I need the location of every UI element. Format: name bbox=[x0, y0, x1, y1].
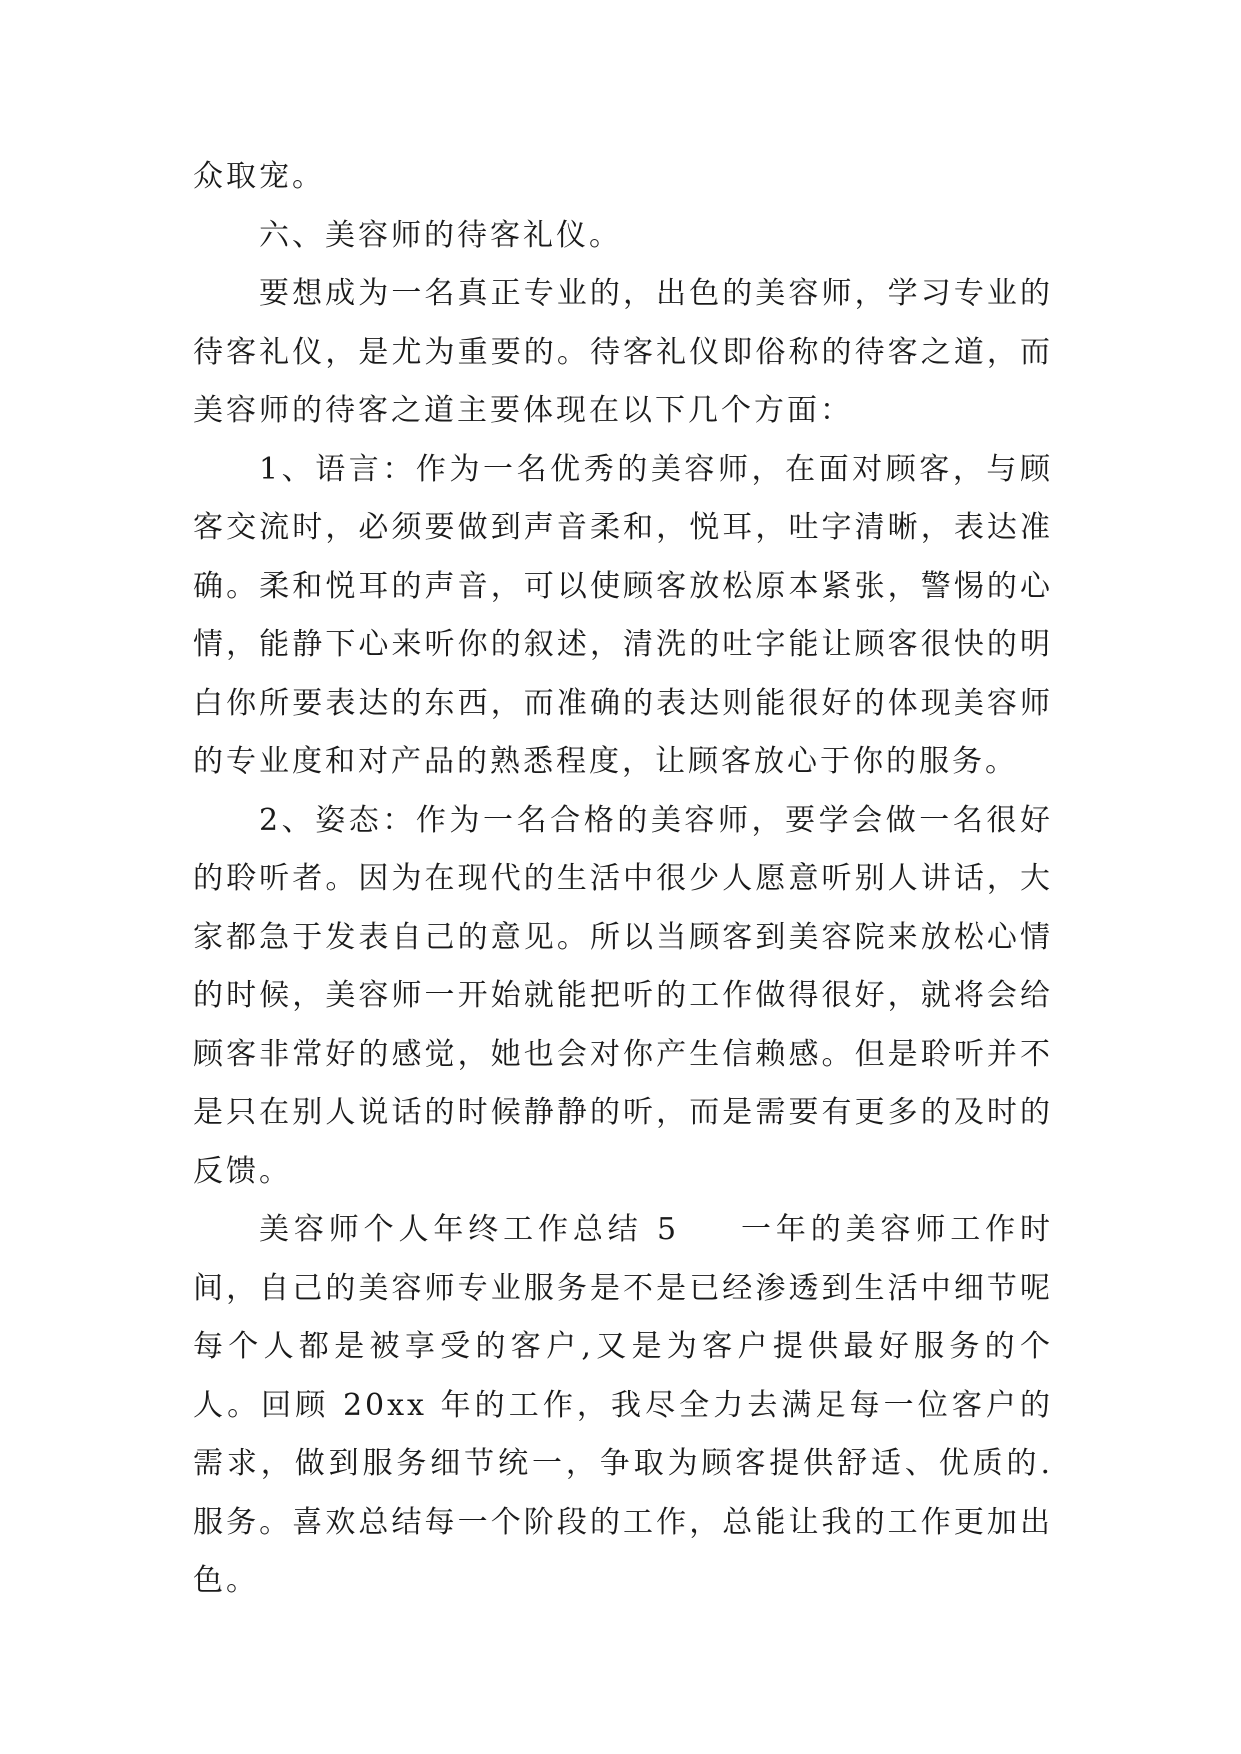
paragraph-posture: 2、姿态：作为一名合格的美容师，要学会做一名很好的聆听者。因为在现代的生活中很少人愿意听别人讲话，大家都急于发表自己的意见。所以当顾客到美容院来放松心情的时候，美容师一开始就能把听的工作做得很好，就将会给顾客非常好的感觉，她也会对你产生信赖感。但是聆听并不是只在别人说话的时候静静的听，而是需要有更多的及时的反馈。 bbox=[193, 802, 1053, 1189]
summary-5-body: 一年的美容师工作时间，自己的美容师专业服务是不是已经渗透到生活中细节呢每个人都是被享受的客户,又是为客户提供最好服务的个人。回顾 20xx 年的工作，我尽全力去满足每一位客户的需求，做到服务细节统一，争取为顾客提供舒适、优质的.服务。喜欢总结每一个阶段的工作，总能让我的工作更加出色。 bbox=[193, 1212, 1053, 1598]
paragraph-continuation: 众取宠。 bbox=[193, 159, 325, 194]
paragraph-language: 1、语言：作为一名优秀的美容师，在面对顾客，与顾客交流时，必须要做到声音柔和，悦耳，吐字清晰，表达准确。柔和悦耳的声音，可以使顾客放松原本紧张，警惕的心情，能静下心来听你的叙述，清洗的吐字能让顾客很快的明白你所要表达的东西，而准确的表达则能很好的体现美容师的专业度和对产品的熟悉程度，让顾客放心于你的服务。 bbox=[193, 451, 1053, 779]
paragraph-etiquette-intro: 要想成为一名真正专业的，出色的美容师，学习专业的待客礼仪，是尤为重要的。待客礼仪即俗称的待客之道，而美容师的待客之道主要体现在以下几个方面： bbox=[193, 276, 1053, 428]
document-body bbox=[193, 148, 1053, 1611]
paragraph-section-six-heading: 六、美容师的待客礼仪。 bbox=[259, 217, 622, 253]
paragraph-summary-5 bbox=[193, 1201, 1053, 1611]
summary-5-heading: 美容师个人年终工作总结 5 bbox=[259, 1212, 680, 1247]
